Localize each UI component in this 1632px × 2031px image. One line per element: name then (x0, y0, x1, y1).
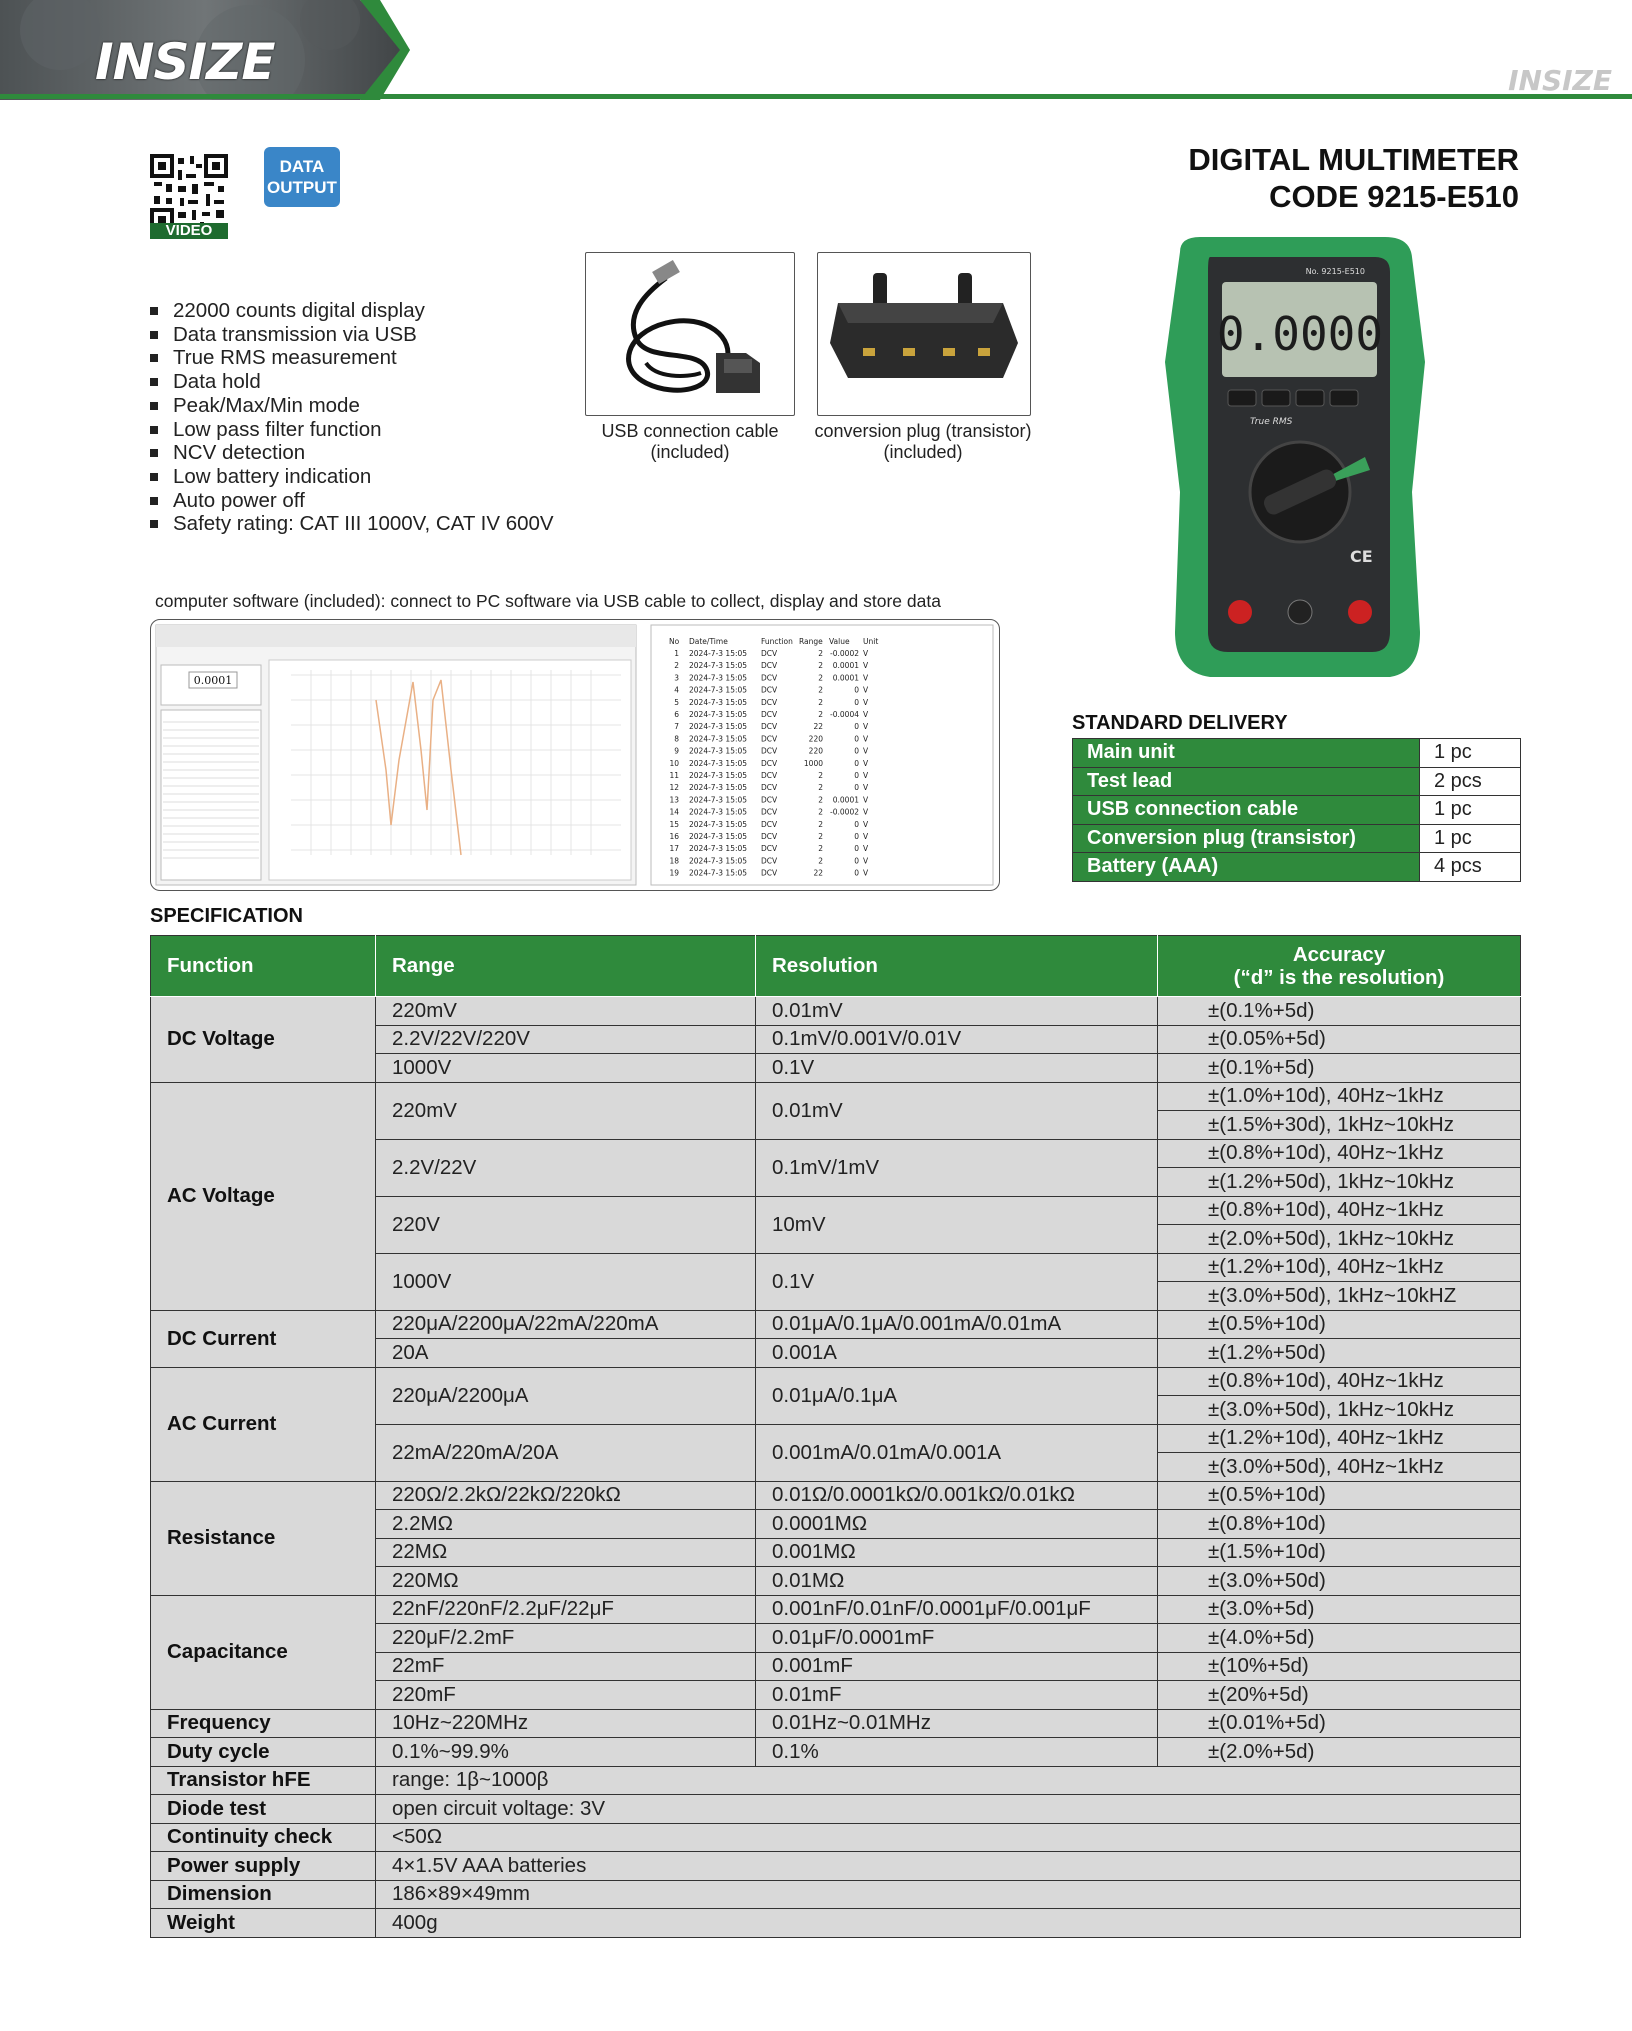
specification-table (150, 935, 1521, 1938)
spec-accuracy: ±(10%+5d) (1158, 1652, 1521, 1681)
spec-function: DC Voltage (151, 997, 376, 1083)
delivery-item: USB connection cable (1073, 796, 1420, 825)
sheet-cell: DCV (761, 832, 778, 841)
data-output-badge: DATA OUTPUT (264, 147, 340, 207)
spec-resolution: 10mV (756, 1196, 1158, 1253)
spec-resolution: 0.001mF (756, 1652, 1158, 1681)
multimeter-image (1150, 232, 1440, 692)
sheet-cell: 220 (808, 746, 823, 756)
spec-accuracy: ±(0.05%+5d) (1158, 1025, 1521, 1054)
spec-accuracy: ±(4.0%+5d) (1158, 1624, 1521, 1653)
sheet-cell: V (863, 710, 869, 719)
sheet-cell: 2 (818, 710, 823, 719)
sheet-cell: 2024-7-3 15:05 (689, 844, 748, 854)
spec-accuracy: ±(1.5%+30d), 1kHz~10kHz (1158, 1111, 1521, 1140)
spec-accuracy: ±(1.2%+50d), 1kHz~10kHz (1158, 1168, 1521, 1197)
delivery-item: Test lead (1073, 767, 1420, 796)
spec-accuracy: ±(0.01%+5d) (1158, 1709, 1521, 1738)
spec-resolution: 0.01mV (756, 1082, 1158, 1139)
spec-accuracy: ±(0.8%+10d) (1158, 1510, 1521, 1539)
spec-resolution: 0.0001MΩ (756, 1510, 1158, 1539)
sheet-cell: 4 (674, 685, 679, 695)
sheet-cell: DCV (761, 673, 778, 683)
sheet-cell: 2024-7-3 15:05 (689, 697, 748, 707)
spec-range: 2.2V/22V (376, 1139, 756, 1196)
spec-range: 220μF/2.2mF (376, 1624, 756, 1653)
sheet-cell: DCV (761, 844, 778, 854)
sheet-cell: 2 (818, 832, 823, 841)
spec-accuracy: ±(2.0%+5d) (1158, 1738, 1521, 1767)
delivery-qty: 4 pcs (1420, 853, 1521, 882)
sheet-cell: -0.0002 (830, 649, 859, 658)
spec-accuracy: ±(0.8%+10d), 40Hz~1kHz (1158, 1196, 1521, 1225)
sheet-cell: -0.0002 (830, 807, 859, 817)
sheet-cell: 0 (854, 856, 859, 866)
sheet-cell: V (863, 868, 869, 878)
sheet-cell: DCV (761, 649, 778, 658)
spec-function: Diode test (151, 1795, 376, 1824)
spec-resolution: 0.001MΩ (756, 1538, 1158, 1567)
spec-value: range: 1β~1000β (376, 1766, 1521, 1795)
spec-accuracy: ±(1.2%+10d), 40Hz~1kHz (1158, 1424, 1521, 1453)
sheet-cell: V (863, 856, 869, 866)
spec-header-range: Range (376, 936, 756, 997)
spec-row (151, 1367, 1521, 1396)
spec-resolution: 0.01mV (756, 997, 1158, 1026)
sheet-cell: 2024-7-3 15:05 (689, 710, 748, 719)
spec-resolution: 0.01μA/0.1μA (756, 1367, 1158, 1424)
sheet-cell: V (863, 734, 869, 744)
header-green-line (0, 94, 1632, 99)
spec-range: 0.1%~99.9% (376, 1738, 756, 1767)
delivery-qty: 1 pc (1420, 824, 1521, 853)
spec-row (151, 1310, 1521, 1339)
sheet-cell: V (863, 795, 869, 805)
spec-resolution: 0.1% (756, 1738, 1158, 1767)
sheet-cell: 0 (854, 844, 859, 854)
spec-range: 22mA/220mA/20A (376, 1424, 756, 1481)
feature-item: Data transmission via USB (150, 323, 554, 347)
spec-range: 220MΩ (376, 1567, 756, 1596)
spec-range: 220Ω/2.2kΩ/22kΩ/220kΩ (376, 1481, 756, 1510)
sheet-cell: 0 (854, 734, 859, 744)
sheet-cell: V (863, 758, 869, 768)
spec-value: 4×1.5V AAA batteries (376, 1852, 1521, 1881)
spec-row (151, 1823, 1521, 1852)
sheet-cell: 2024-7-3 15:05 (689, 685, 748, 695)
sheet-cell: DCV (761, 783, 778, 793)
spec-accuracy: ±(0.8%+10d), 40Hz~1kHz (1158, 1139, 1521, 1168)
spec-function: Dimension (151, 1880, 376, 1909)
feature-list (150, 299, 554, 536)
sheet-cell: 0 (854, 722, 859, 732)
spec-range: 1000V (376, 1253, 756, 1310)
sheet-cell: DCV (761, 722, 778, 732)
spec-row (151, 1766, 1521, 1795)
sheet-cell: 18 (669, 856, 679, 866)
spec-row (151, 1709, 1521, 1738)
spec-accuracy: ±(1.5%+10d) (1158, 1538, 1521, 1567)
sheet-cell: 2 (818, 807, 823, 817)
spec-row (151, 1852, 1521, 1881)
spec-accuracy: ±(3.0%+50d) (1158, 1567, 1521, 1596)
feature-item: True RMS measurement (150, 346, 554, 370)
sheet-cell: V (863, 661, 869, 671)
sheet-cell: 13 (669, 795, 679, 805)
spec-function: Resistance (151, 1481, 376, 1595)
feature-item: Peak/Max/Min mode (150, 394, 554, 418)
svg-text:True RMS: True RMS (1250, 417, 1293, 427)
software-screenshot (150, 619, 1000, 891)
conversion-plug-image (817, 252, 1031, 416)
spec-resolution: 0.01Ω/0.0001kΩ/0.001kΩ/0.01kΩ (756, 1481, 1158, 1510)
sheet-cell: 2 (818, 844, 823, 854)
sheet-cell: 2024-7-3 15:05 (689, 649, 748, 658)
spec-function: Duty cycle (151, 1738, 376, 1767)
spec-row (151, 1481, 1521, 1510)
spec-accuracy: ±(2.0%+50d), 1kHz~10kHz (1158, 1225, 1521, 1254)
spec-accuracy: ±(1.2%+10d), 40Hz~1kHz (1158, 1253, 1521, 1282)
feature-item: Auto power off (150, 489, 554, 513)
sheet-cell: 7 (674, 722, 679, 732)
sheet-cell: 11 (669, 771, 679, 780)
spec-row (151, 1795, 1521, 1824)
spec-function: DC Current (151, 1310, 376, 1367)
sheet-cell: DCV (761, 868, 778, 878)
sheet-cell: 8 (674, 734, 679, 744)
conversion-plug-icon (818, 253, 1030, 415)
sheet-header: Value (829, 637, 850, 646)
spec-row (151, 1909, 1521, 1938)
spec-value: 400g (376, 1909, 1521, 1938)
spec-header-resolution: Resolution (756, 936, 1158, 997)
usb-cable-icon (586, 253, 794, 415)
sheet-cell: 2 (818, 697, 823, 707)
sheet-cell: 2 (818, 795, 823, 805)
feature-item: 22000 counts digital display (150, 299, 554, 323)
spec-header-row (151, 936, 1521, 997)
sheet-cell: 22 (813, 868, 823, 878)
sheet-cell: DCV (761, 685, 778, 695)
delivery-row (1073, 739, 1521, 768)
sheet-cell: 12 (669, 783, 679, 793)
sheet-cell: 0 (854, 685, 859, 695)
spec-function: Power supply (151, 1852, 376, 1881)
meter-display: 0.0000 (1216, 307, 1384, 361)
sheet-cell: DCV (761, 856, 778, 866)
sheet-cell: DCV (761, 795, 778, 805)
svg-text:CE: CE (1350, 547, 1373, 566)
sheet-cell: DCV (761, 697, 778, 707)
sheet-cell: 0 (854, 819, 859, 829)
sheet-cell: -0.0004 (830, 710, 859, 719)
sheet-cell: 2 (818, 661, 823, 671)
sheet-cell: 0 (854, 771, 859, 780)
feature-item: Low pass filter function (150, 418, 554, 442)
software-caption: computer software (included): connect to PC software via USB cable to collect, display and store data (155, 591, 941, 611)
sheet-cell: V (863, 783, 869, 793)
sheet-cell: DCV (761, 661, 778, 671)
spec-resolution: 0.001nF/0.01nF/0.0001μF/0.001μF (756, 1595, 1158, 1624)
sheet-cell: V (863, 746, 869, 756)
software-window (151, 620, 999, 890)
spec-row (151, 1082, 1521, 1111)
spec-function: Transistor hFE (151, 1766, 376, 1795)
sheet-cell: 2024-7-3 15:05 (689, 807, 748, 817)
spec-resolution: 0.001A (756, 1339, 1158, 1368)
spec-resolution: 0.01μF/0.0001mF (756, 1624, 1158, 1653)
spec-accuracy: ±(3.0%+50d), 1kHz~10kHZ (1158, 1282, 1521, 1311)
feature-item: Safety rating: CAT III 1000V, CAT IV 600V (150, 512, 554, 536)
feature-item: Low battery indication (150, 465, 554, 489)
video-label[interactable]: VIDEO (150, 223, 228, 239)
spec-resolution: 0.01Hz~0.01MHz (756, 1709, 1158, 1738)
spec-accuracy: ±(3.0%+50d), 1kHz~10kHz (1158, 1396, 1521, 1425)
sheet-cell: 19 (669, 868, 679, 878)
sheet-cell: 0 (854, 697, 859, 707)
sheet-cell: 2 (818, 771, 823, 780)
sheet-cell: 2024-7-3 15:05 (689, 746, 748, 756)
sheet-cell: V (863, 722, 869, 732)
spec-resolution: 0.01μA/0.1μA/0.001mA/0.01mA (756, 1310, 1158, 1339)
spec-range: 220mV (376, 997, 756, 1026)
sheet-cell: V (863, 771, 869, 780)
usb-cable-caption: USB connection cable (included) (601, 421, 779, 462)
sheet-cell: DCV (761, 758, 778, 768)
sheet-cell: V (863, 673, 869, 683)
sheet-cell: 2024-7-3 15:05 (689, 758, 748, 768)
delivery-row (1073, 824, 1521, 853)
sheet-cell: 6 (674, 710, 679, 719)
sheet-cell: 2024-7-3 15:05 (689, 771, 748, 780)
spec-accuracy: ±(0.5%+10d) (1158, 1481, 1521, 1510)
spec-range: 220mV (376, 1082, 756, 1139)
sheet-cell: DCV (761, 746, 778, 756)
delivery-qty: 2 pcs (1420, 767, 1521, 796)
product-code: CODE 9215-E510 (1269, 179, 1519, 214)
sheet-cell: DCV (761, 807, 778, 817)
spec-value: <50Ω (376, 1823, 1521, 1852)
spec-accuracy: ±(3.0%+5d) (1158, 1595, 1521, 1624)
sheet-cell: 0 (854, 758, 859, 768)
sheet-cell: 0 (854, 783, 859, 793)
spec-function: AC Current (151, 1367, 376, 1481)
sheet-cell: 2024-7-3 15:05 (689, 673, 748, 683)
delivery-row (1073, 767, 1521, 796)
spec-header-accuracy: Accuracy (“d” is the resolution) (1158, 936, 1521, 997)
sheet-cell: 2 (818, 685, 823, 695)
sheet-cell: 2 (818, 856, 823, 866)
spec-row (151, 1595, 1521, 1624)
spec-function: Continuity check (151, 1823, 376, 1852)
brand-logo: INSIZE (95, 33, 275, 91)
sheet-cell: 2 (674, 661, 679, 671)
sheet-cell: V (863, 685, 869, 695)
spec-range: 220mF (376, 1681, 756, 1710)
sheet-cell: DCV (761, 819, 778, 829)
sheet-cell: DCV (761, 771, 778, 780)
sheet-cell: 10 (669, 758, 679, 768)
sheet-cell: 2024-7-3 15:05 (689, 734, 748, 744)
spec-accuracy: ±(0.1%+5d) (1158, 1054, 1521, 1083)
sheet-cell: 0 (854, 868, 859, 878)
software-readout: 0.0001 (193, 674, 233, 687)
sheet-cell: 0 (854, 832, 859, 841)
sheet-cell: 22 (813, 722, 823, 732)
delivery-item: Main unit (1073, 739, 1420, 768)
sheet-header: Function (761, 637, 793, 646)
spec-accuracy: ±(0.5%+10d) (1158, 1310, 1521, 1339)
sheet-cell: 2 (818, 649, 823, 658)
specification-title: SPECIFICATION (150, 905, 303, 927)
sheet-cell: 0.0001 (832, 673, 859, 683)
spec-row (151, 1880, 1521, 1909)
spec-resolution: 0.01mF (756, 1681, 1158, 1710)
sheet-header: Date/Time (689, 637, 728, 646)
sheet-cell: V (863, 844, 869, 854)
delivery-row (1073, 796, 1521, 825)
svg-text:No. 9215-E510: No. 9215-E510 (1305, 267, 1365, 276)
sheet-cell: 17 (669, 844, 679, 854)
sheet-cell: 2024-7-3 15:05 (689, 819, 748, 829)
spec-accuracy: ±(0.1%+5d) (1158, 997, 1521, 1026)
sheet-cell: V (863, 697, 869, 707)
spec-resolution: 0.01MΩ (756, 1567, 1158, 1596)
spec-resolution: 0.1mV/1mV (756, 1139, 1158, 1196)
usb-cable-image (585, 252, 795, 416)
sheet-cell: 2024-7-3 15:05 (689, 661, 748, 671)
spec-accuracy: ±(0.8%+10d), 40Hz~1kHz (1158, 1367, 1521, 1396)
standard-delivery-table (1072, 738, 1521, 882)
sheet-cell: V (863, 649, 869, 658)
sheet-cell: 0.0001 (832, 661, 859, 671)
spec-accuracy: ±(3.0%+50d), 40Hz~1kHz (1158, 1453, 1521, 1482)
spec-row (151, 997, 1521, 1026)
sheet-cell: 0.0001 (832, 795, 859, 805)
spec-range: 220μA/2200μA/22mA/220mA (376, 1310, 756, 1339)
product-title (1188, 141, 1519, 215)
sheet-cell: 2024-7-3 15:05 (689, 795, 748, 805)
sheet-cell: 2024-7-3 15:05 (689, 868, 748, 878)
feature-item: NCV detection (150, 441, 554, 465)
sheet-cell: 2024-7-3 15:05 (689, 783, 748, 793)
sheet-cell: 3 (674, 673, 679, 683)
sheet-cell: DCV (761, 710, 778, 719)
delivery-qty: 1 pc (1420, 796, 1521, 825)
spec-range: 1000V (376, 1054, 756, 1083)
delivery-row (1073, 853, 1521, 882)
spec-function: Capacitance (151, 1595, 376, 1709)
sheet-cell: 2 (818, 673, 823, 683)
sheet-cell: 5 (674, 697, 679, 707)
spec-resolution: 0.1mV/0.001V/0.01V (756, 1025, 1158, 1054)
spec-value: open circuit voltage: 3V (376, 1795, 1521, 1824)
spec-range: 220V (376, 1196, 756, 1253)
sheet-cell: 2 (818, 819, 823, 829)
sheet-cell: 1000 (803, 758, 823, 768)
spec-range: 2.2V/22V/220V (376, 1025, 756, 1054)
spec-range: 2.2MΩ (376, 1510, 756, 1539)
sheet-cell: 2 (818, 783, 823, 793)
spec-resolution: 0.1V (756, 1054, 1158, 1083)
delivery-item: Battery (AAA) (1073, 853, 1420, 882)
standard-delivery-title: STANDARD DELIVERY (1072, 712, 1288, 734)
delivery-item: Conversion plug (transistor) (1073, 824, 1420, 853)
spec-range: 22nF/220nF/2.2μF/22μF (376, 1595, 756, 1624)
sheet-cell: 2024-7-3 15:05 (689, 856, 748, 866)
brand-logo-small: INSIZE (1508, 64, 1612, 97)
sheet-cell: 14 (669, 807, 679, 817)
spec-resolution: 0.1V (756, 1253, 1158, 1310)
sheet-cell: 16 (669, 832, 679, 841)
sheet-cell: 220 (808, 734, 823, 744)
sheet-cell: 9 (674, 746, 679, 756)
spec-row (151, 1738, 1521, 1767)
spec-range: 10Hz~220MHz (376, 1709, 756, 1738)
sheet-cell: DCV (761, 734, 778, 744)
spec-accuracy: ±(20%+5d) (1158, 1681, 1521, 1710)
delivery-qty: 1 pc (1420, 739, 1521, 768)
spec-value: 186×89×49mm (376, 1880, 1521, 1909)
spec-accuracy: ±(1.2%+50d) (1158, 1339, 1521, 1368)
product-name: DIGITAL MULTIMETER (1188, 142, 1519, 177)
sheet-header: Range (799, 637, 823, 646)
conversion-plug-caption: conversion plug (transistor) (included) (814, 421, 1032, 462)
sheet-cell: 1 (674, 649, 679, 658)
spec-range: 22MΩ (376, 1538, 756, 1567)
sheet-cell: 15 (669, 819, 679, 829)
feature-item: Data hold (150, 370, 554, 394)
spec-accuracy: ±(1.0%+10d), 40Hz~1kHz (1158, 1082, 1521, 1111)
sheet-cell: 2024-7-3 15:05 (689, 832, 748, 841)
sheet-cell: 2024-7-3 15:05 (689, 722, 748, 732)
sheet-cell: 0 (854, 746, 859, 756)
sheet-header: Unit (863, 637, 879, 646)
spec-function: Weight (151, 1909, 376, 1938)
spec-header-function: Function (151, 936, 376, 997)
spec-function: AC Voltage (151, 1082, 376, 1310)
sheet-cell: V (863, 807, 869, 817)
spec-range: 22mF (376, 1652, 756, 1681)
spec-range: 20A (376, 1339, 756, 1368)
spec-function: Frequency (151, 1709, 376, 1738)
spec-resolution: 0.001mA/0.01mA/0.001A (756, 1424, 1158, 1481)
sheet-cell: V (863, 819, 869, 829)
spec-range: 220μA/2200μA (376, 1367, 756, 1424)
sheet-header: No (669, 637, 680, 646)
sheet-cell: V (863, 832, 869, 841)
